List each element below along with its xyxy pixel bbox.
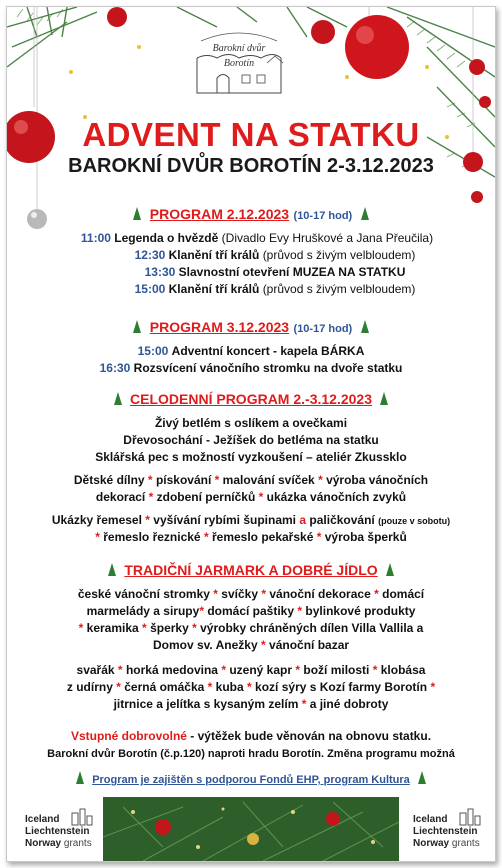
tree-icon	[108, 563, 116, 576]
allday-title: CELODENNÍ PROGRAM 2.-3.12.2023	[130, 391, 372, 407]
program1-item	[13, 231, 496, 245]
support-link[interactable]: Program je zajištěn s podporou Fondů EHP, program Kultura	[92, 774, 410, 786]
tree-icon	[386, 563, 394, 576]
item-time: 15:00	[134, 282, 166, 296]
christmas-decoration-bottom	[103, 797, 399, 861]
farm-logo	[187, 23, 291, 97]
market-goods-line: české vánoční stromky * svíčky * vánoční dekorace * domácí	[77, 587, 425, 601]
tree-icon	[361, 320, 369, 333]
grants-emblem-icon	[459, 807, 481, 827]
item-title: Legenda o hvězdě	[114, 231, 219, 245]
entry-fee: Vstupné dobrovolné	[70, 729, 187, 743]
program1-hours: (10-17 hod)	[293, 210, 353, 222]
support-line	[7, 770, 495, 788]
item-note: (průvod s živým velbloudem)	[262, 248, 416, 262]
item-time: 12:30	[134, 248, 166, 262]
allday-heading	[7, 391, 495, 409]
market-food-line: z udírny * černá omáčka * kuba * kozí sýry s Kozí farmy Borotín *	[66, 680, 436, 694]
program1-heading	[7, 206, 495, 224]
entry-line: Vstupné dobrovolné - výtěžek bude věnován na obnovu statku.	[70, 729, 432, 743]
item-time: 15:00	[137, 344, 169, 358]
program2-title: PROGRAM 3.12.2023	[149, 319, 290, 335]
crafts-line: Ukázky řemesel * vyšívání rybími šupinami a paličkování (pouze v sobotu)	[51, 513, 451, 527]
logo-line1: Barokní dvůr	[212, 43, 266, 54]
item-time: 13:30	[144, 265, 176, 279]
market-heading	[7, 562, 495, 580]
address-line: Barokní dvůr Borotín (č.p.120) naproti hradu Borotín. Změna programu možná	[47, 748, 455, 760]
program2-item	[7, 361, 495, 375]
item-time: 16:30	[99, 361, 131, 375]
tree-icon	[418, 771, 426, 784]
tree-icon	[133, 320, 141, 333]
item-title: Adventní koncert - kapela BÁRKA	[171, 344, 365, 358]
tree-icon	[76, 771, 84, 784]
allday-line: Živý betlém s oslíkem a ovečkami	[154, 416, 348, 430]
logo-line2: Borotín	[223, 58, 255, 69]
tree-icon	[361, 207, 369, 220]
tree-icon	[114, 392, 122, 405]
program1-title: PROGRAM 2.12.2023	[149, 206, 290, 222]
program2-hours: (10-17 hod)	[293, 323, 353, 335]
market-food-line: svařák * horká medovina * uzený kapr * boží milosti * klobása	[76, 663, 426, 677]
market-goods-line: * keramika * šperky * výrobky chráněných dílen Villa Vallila a	[78, 621, 424, 635]
workshops-line: dekorací * zdobení perníčků * ukázka vánočních zvyků	[95, 490, 407, 504]
program2-heading	[7, 319, 495, 337]
market-goods-line: marmelády a sirupy* domácí paštiky * bylinkové produkty	[86, 604, 416, 618]
item-title: Rozsvícení vánočního stromku na dvoře statku	[133, 361, 403, 375]
market-title: TRADIČNÍ JARMARK A DOBRÉ JÍDLO	[124, 562, 378, 578]
item-note: (Divadlo Evy Hruškové a Jana Přeučila)	[221, 231, 434, 245]
program1-item	[31, 248, 496, 262]
market-goods-line: Domov sv. Anežky * vánoční bazar	[152, 638, 350, 652]
page-subtitle: BAROKNÍ DVŮR BOROTÍN 2-3.12.2023	[68, 155, 434, 177]
tree-icon	[380, 392, 388, 405]
page-title: ADVENT NA STATKU	[82, 116, 420, 153]
grants-emblem-icon	[71, 807, 93, 827]
program1-item	[31, 282, 496, 296]
item-note: (průvod s živým velbloudem)	[262, 282, 416, 296]
item-title: Slavnostní otevření MUZEA NA STATKU	[178, 265, 406, 279]
item-title: Klanění tří králů	[168, 248, 260, 262]
poster	[6, 6, 496, 862]
market-food-line: jitrnice a jelítka s kysaným zelím * a jiné dobroty	[113, 697, 389, 711]
grants-logo-right: Iceland Liechtenstein Norway grants	[413, 814, 480, 849]
tree-icon	[133, 207, 141, 220]
item-title: Klanění tří králů	[168, 282, 260, 296]
allday-line: Dřevosochání - Ježíšek do betléma na statku	[123, 433, 379, 447]
crafts-line: * řemeslo řeznické * řemeslo pekařské * výroba šperků	[95, 530, 407, 544]
workshops-line: Dětské dílny * pískování * malování svíček * výroba vánočních	[73, 473, 429, 487]
allday-line: Sklářská pec s možností vyzkoušení – ateliér Zkussklo	[95, 450, 407, 464]
program1-item	[31, 265, 496, 279]
item-time: 11:00	[80, 231, 111, 245]
program2-item	[7, 344, 495, 358]
grants-logo-left: Iceland Liechtenstein Norway grants	[25, 814, 92, 849]
